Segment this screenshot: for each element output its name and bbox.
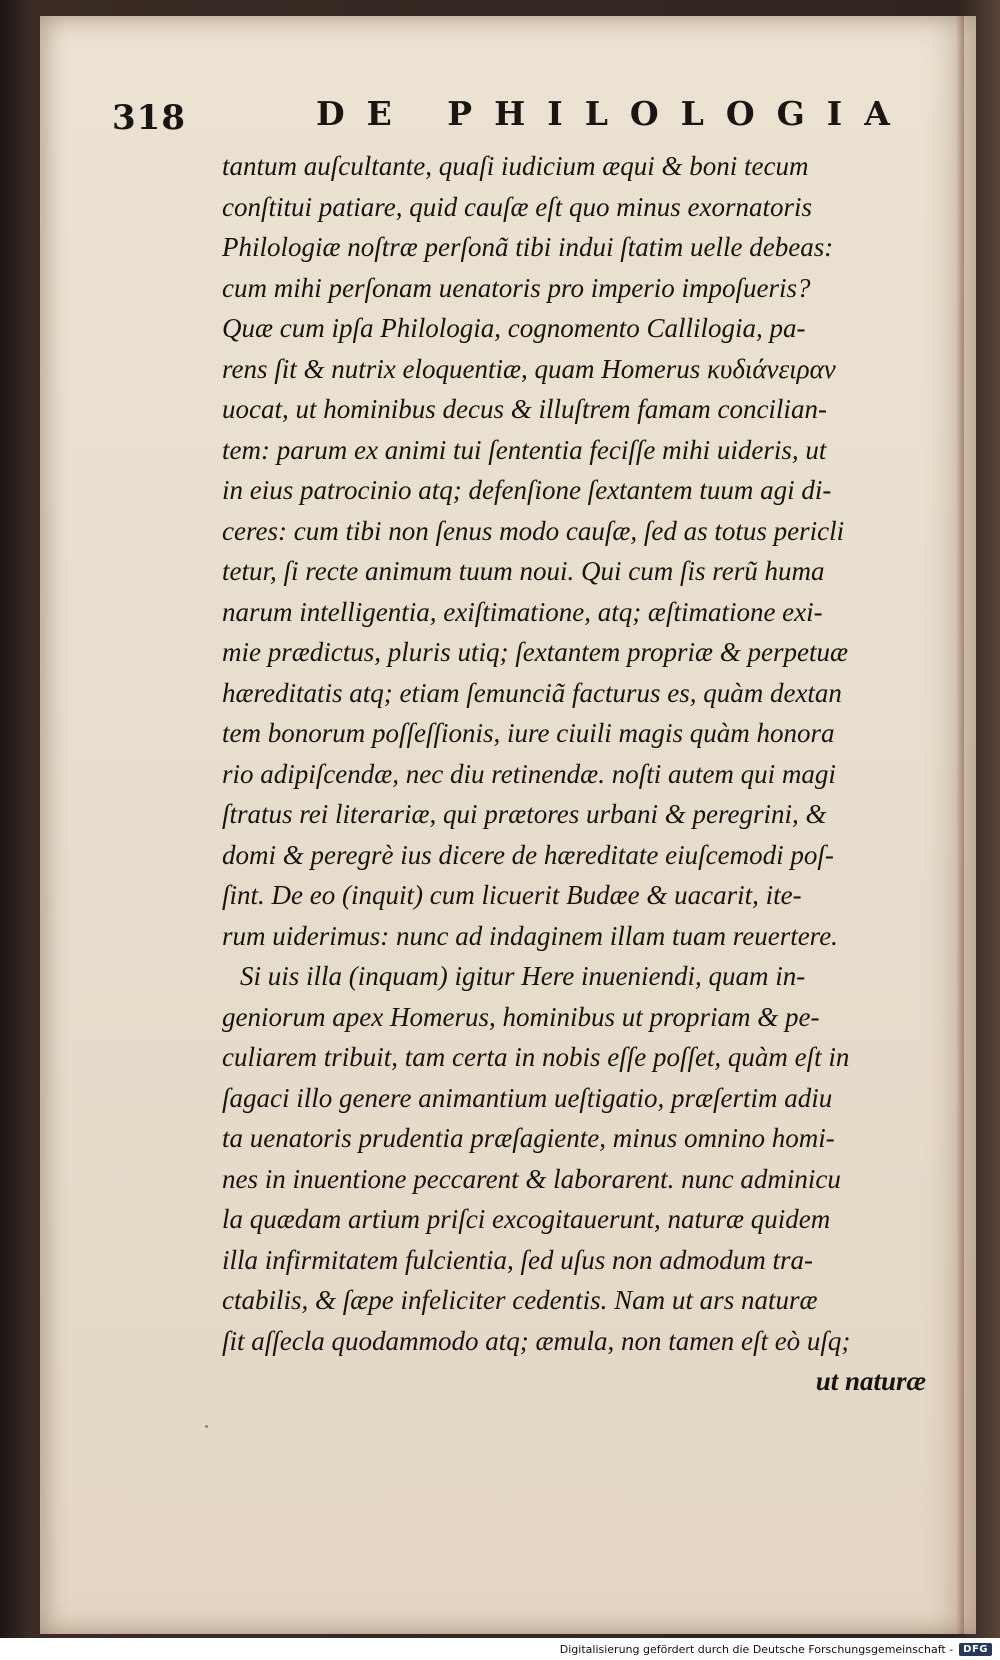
running-head: DE PHILOLOGIA bbox=[316, 94, 912, 133]
text-line: tem bonorum poſſeſſionis, iure ciuili magis quàm honora bbox=[222, 718, 835, 748]
text-line: uocat, ut hominibus decus & illuſtrem famam concilian- bbox=[222, 394, 827, 424]
text-line: rio adipiſcendæ, nec diu retinendæ. noſti autem qui magi bbox=[222, 758, 836, 789]
body-text bbox=[222, 146, 926, 1402]
text-line: ctabilis, & ſæpe infeliciter cedentis. Nam ut ars naturæ bbox=[222, 1285, 818, 1315]
page-edge-shadow bbox=[956, 16, 964, 1634]
catchword: ut naturæ bbox=[815, 1366, 926, 1396]
text-line: ceres: cum tibi non ſenus modo cauſæ, ſed as totus pericli bbox=[222, 515, 845, 546]
text-line: tetur, ſi recte animum tuum noui. Qui cum ſis rerũ huma bbox=[222, 556, 825, 586]
text-line: conſtitui patiare, quid cauſæ eſt quo minus exornatoris bbox=[222, 191, 812, 222]
text-line: illa infirmitatem fulcientia, ſed uſus non admodum tra- bbox=[222, 1244, 813, 1275]
text-line: Si uis illa (inquam) igitur Here inueniendi, quam in- bbox=[240, 961, 806, 991]
digitization-footer bbox=[0, 1638, 1000, 1660]
footer-credit: Digitalisierung gefördert durch die Deutsche Forschungsgemeinschaft - bbox=[559, 1642, 954, 1656]
text-line: tantum auſcultante, quaſi iudicium æqui & boni tecum bbox=[222, 151, 809, 181]
text-line: ſit aſſecla quodammodo atq; æmula, non tamen eſt eò uſq; bbox=[222, 1325, 851, 1356]
text-line: nes in inuentione peccarent & laborarent. nunc adminicu bbox=[222, 1163, 841, 1194]
text-line: culiarem tribuit, tam certa in nobis eſſe poſſet, quàm eſt in bbox=[222, 1042, 850, 1072]
text-line: ſtratus rei literariæ, qui prætores urbani & peregrini, & bbox=[222, 799, 827, 829]
text-line: geniorum apex Homerus, hominibus ut propriam & pe- bbox=[222, 1001, 820, 1032]
text-line: Philologiæ noſtræ perſonã tibi indui ſtatim uelle debeas: bbox=[222, 232, 834, 262]
text-line: tem: parum ex animi tui ſententia feciſſe mihi uideris, ut bbox=[222, 434, 827, 465]
text-line: cum mihi perſonam uenatoris pro imperio impoſueris? bbox=[222, 272, 811, 303]
text-line: rum uiderimus: nunc ad indaginem illam tuam reuertere. bbox=[222, 920, 838, 951]
text-line: ſint. De eo (inquit) cum licuerit Budæe & uacarit, ite- bbox=[222, 880, 802, 910]
text-line: la quædam artium priſci excogitauerunt, naturæ quidem bbox=[222, 1204, 831, 1234]
text-line: mie prædictus, pluris utiq; ſextantem propriæ & perpetuæ bbox=[222, 637, 848, 667]
text-line: domi & peregrè ius dicere de hæreditate eiuſcemodi poſ- bbox=[222, 839, 834, 870]
page-number: 318 bbox=[112, 98, 186, 138]
text-line: ta uenatoris prudentia præſagiente, minus omnino homi- bbox=[222, 1123, 835, 1153]
text-line: hæreditatis atq; etiam ſemunciã facturus es, quàm dextan bbox=[222, 677, 842, 708]
text-line: narum intelligentia, exiſtimatione, atq; æſtimatione exi- bbox=[222, 596, 823, 627]
dfg-logo-icon: DFG bbox=[959, 1643, 992, 1656]
text-line: ſagaci illo genere animantium ueſtigatio, præſertim adiu bbox=[222, 1082, 833, 1113]
text-line: rens ſit & nutrix eloquentiæ, quam Homerus κυδιάνειραν bbox=[222, 353, 836, 384]
text-line: Quæ cum ipſa Philologia, cognomento Callilogia, pa- bbox=[222, 313, 806, 343]
text-line: in eius patrocinio atq; defenſione ſextantem tuum agi di- bbox=[222, 475, 832, 505]
ink-speck bbox=[205, 1425, 208, 1428]
